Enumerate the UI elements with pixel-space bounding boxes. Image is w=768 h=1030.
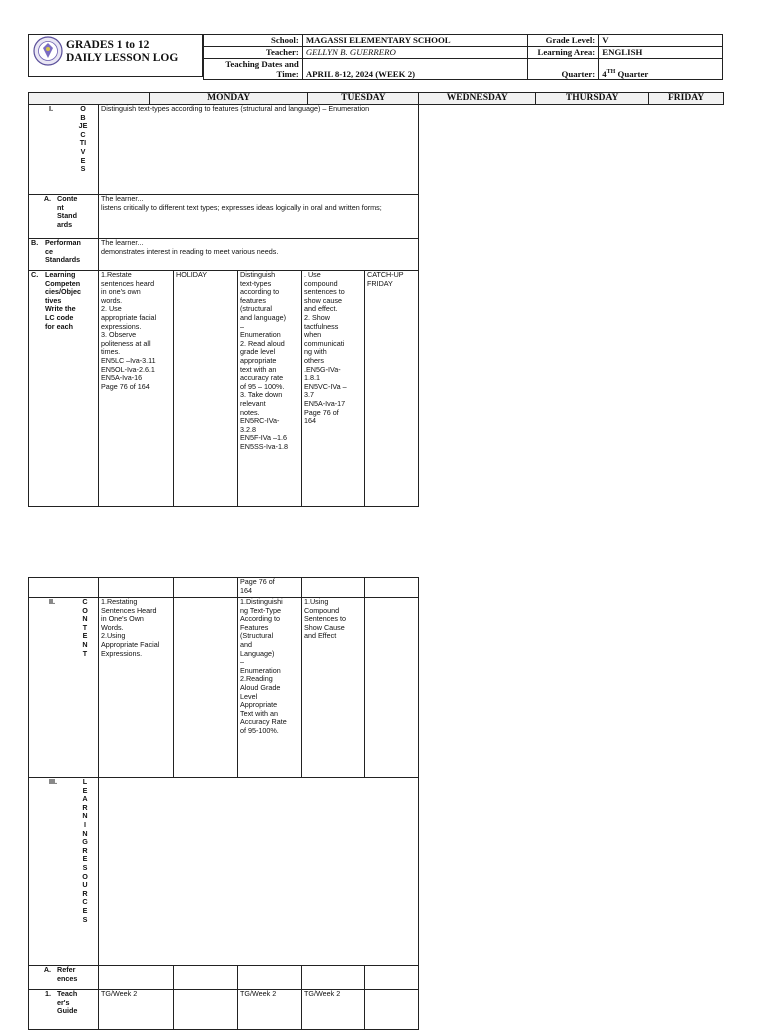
text-line: others [304, 355, 324, 365]
cell [238, 966, 302, 990]
label-line: LC code [45, 312, 74, 322]
text-line: O [82, 871, 88, 881]
text-line: and language) [240, 312, 286, 322]
label-line: Stand [57, 211, 77, 221]
performance-standards-text [99, 239, 419, 271]
carry-over-wednesday [238, 578, 302, 598]
text-line: text-types [240, 278, 272, 288]
content-thursday [302, 598, 365, 778]
text-line: text with an [240, 364, 277, 374]
day-thursday: THURSDAY [536, 93, 649, 105]
references-number: A. [43, 965, 51, 974]
text-line: (structural [240, 304, 272, 314]
label-line: Conte [57, 194, 78, 203]
text-line: 3.2.8 [240, 424, 256, 434]
competencies-thursday [302, 271, 365, 507]
teachers-guide-thursday: TG/Week 2 [302, 990, 365, 1030]
text-line: N [82, 811, 88, 821]
text-line: words. [101, 295, 123, 305]
label-line: ce [45, 246, 53, 256]
label-line: er's [57, 997, 70, 1007]
quarter-number: 4 [602, 69, 607, 79]
objectives-vertical-label [77, 105, 89, 174]
text-line: appropriate [240, 355, 277, 365]
text-line: Show Cause [304, 622, 345, 632]
header-info-table [203, 34, 723, 80]
text-line: of 95-100%. [240, 725, 279, 735]
text-line: Appropriate Facial [101, 639, 160, 649]
label-line: Refer [57, 965, 76, 974]
teacher-label: Teacher: [204, 47, 303, 59]
teachers-guide-monday: TG/Week 2 [99, 990, 174, 1030]
text-line: S [82, 914, 88, 924]
objectives-number: I. [49, 104, 53, 113]
learning-resources-row [29, 778, 419, 966]
text-line: The learner... [101, 238, 144, 247]
text-line: Enumeration [240, 330, 281, 340]
text-line: ng Text-Type [240, 605, 282, 615]
text-line: (Structural [240, 631, 274, 641]
text-line: 3. Observe [101, 330, 137, 340]
text-line: O [82, 605, 88, 615]
text-line: Accuracy Rate [240, 717, 287, 727]
cell [365, 578, 419, 598]
label-line: nt [57, 202, 64, 212]
text-line: according to [240, 287, 280, 297]
text-line: Sentences Heard [101, 605, 157, 615]
content-number: II. [49, 597, 55, 606]
text-line: Page 76 of [304, 407, 339, 417]
content-tuesday [174, 598, 238, 778]
text-line: expressions. [101, 321, 142, 331]
text-line: Features [240, 622, 269, 632]
performance-standards-number: B. [31, 238, 39, 247]
label-line: Teach [57, 989, 78, 998]
cell [302, 578, 365, 598]
label-line: Competen [45, 278, 81, 288]
text-line: EN5F-IVa –1.6 [240, 433, 288, 443]
text-line: R [82, 845, 88, 855]
text-line: Distinguish [240, 270, 276, 279]
form-title-line1: GRADES 1 to 12 [66, 39, 150, 51]
text-line: sentences to [304, 287, 345, 297]
day-wednesday: WEDNESDAY [419, 93, 536, 105]
learning-resources-number: III. [49, 777, 57, 786]
text-line: 2.Using [101, 631, 126, 641]
text-line: Enumeration [240, 665, 281, 675]
content-standards-number: A. [43, 194, 51, 203]
text-line: accuracy rate [240, 373, 284, 383]
text-line: R [82, 888, 88, 898]
text-line: demonstrates interest in reading to meet various needs. [101, 246, 279, 256]
text-line: 1.Restate [101, 270, 132, 279]
competencies-label [29, 271, 99, 507]
cell [29, 578, 99, 598]
content-standards-text [99, 195, 419, 239]
cell [174, 966, 238, 990]
learning-resources-text [99, 778, 419, 966]
performance-standards-row [29, 239, 419, 271]
references-row [29, 966, 419, 990]
form-title-line2: DAILY LESSON LOG [66, 52, 179, 64]
text-line: C [82, 897, 88, 907]
text-line: C [82, 597, 88, 606]
text-line: in one's own [101, 287, 141, 297]
label-line: ards [57, 219, 73, 229]
quarter-suffix: TH [606, 69, 616, 76]
text-line: T [82, 648, 88, 658]
text-line: listens critically to different text types; expresses ideas logically in oral and written forms; [101, 202, 382, 212]
text-line: According to [240, 614, 280, 624]
text-line: Level [240, 691, 258, 701]
label-line: Guide [57, 1006, 78, 1016]
competencies-wednesday [238, 271, 302, 507]
label-line: cies/Objec [45, 287, 81, 297]
letter: V [80, 146, 86, 156]
text-line: FRIDAY [367, 278, 393, 288]
text-line: U [82, 880, 88, 890]
text-line: EN5RC-IVa- [240, 416, 280, 426]
text-line: Appropriate [240, 700, 278, 710]
text-line: 3. Take down [240, 390, 283, 400]
carry-over-row [29, 578, 419, 598]
learning-area-label: Learning Area: [528, 47, 599, 59]
content-vertical-label [79, 598, 91, 658]
text-line: when [304, 330, 322, 340]
lesson-grid-page2 [28, 577, 419, 1030]
cell [99, 966, 174, 990]
text-line: 2. Show [304, 312, 330, 322]
letter: B [80, 112, 86, 122]
references-label [29, 966, 99, 990]
quarter-label: Quarter: [528, 59, 599, 80]
label-line: ences [57, 973, 78, 983]
day-tuesday: TUESDAY [308, 93, 419, 105]
learning-resources-label [29, 778, 99, 966]
school-value: MAGASSI ELEMENTARY SCHOOL [302, 35, 528, 47]
teachers-guide-wednesday: TG/Week 2 [238, 990, 302, 1030]
text-line: grade level [240, 347, 276, 357]
content-row [29, 598, 419, 778]
text-line: T [82, 622, 88, 632]
text-line: Language) [240, 648, 275, 658]
text-line: E [82, 631, 88, 641]
letter: C [80, 129, 86, 139]
competencies-number: C. [31, 270, 39, 279]
text-line: R [82, 802, 88, 812]
text-line: and effect. [304, 304, 338, 314]
objectives-text: Distinguish text-types according to features (structural and language) – Enumeration [99, 105, 419, 195]
text-line: Sentences to [304, 614, 346, 624]
text-line: E [82, 785, 88, 795]
objectives-row [29, 105, 419, 195]
text-line: CATCH-UP [367, 270, 404, 279]
label-line: tives [45, 295, 62, 305]
text-line: N [82, 828, 88, 838]
cell [174, 578, 238, 598]
cell [99, 578, 174, 598]
text-line: compound [304, 278, 338, 288]
text-line: S [82, 862, 88, 872]
text-line: EN5A-Iva-16 [101, 373, 143, 383]
teachers-guide-number: 1. [45, 989, 51, 998]
text-line: appropriate facial [101, 312, 157, 322]
objectives-label [29, 105, 99, 195]
text-line: features [240, 295, 266, 305]
dates-label-line1: Teaching Dates and [225, 59, 299, 69]
text-line: 1.Restating [101, 597, 138, 606]
text-line: L [82, 777, 88, 786]
deped-seal-icon [33, 36, 63, 66]
dates-label-line2: Time: [276, 69, 299, 79]
text-line: relevant [240, 398, 266, 408]
learning-resources-vertical-label [79, 778, 91, 924]
text-line: 2. Read aloud [240, 338, 285, 348]
text-line: Words. [101, 622, 124, 632]
text-line: notes. [240, 407, 260, 417]
text-line: 2.Reading [240, 674, 273, 684]
text-line: G [82, 837, 88, 847]
content-label [29, 598, 99, 778]
text-line: The learner... [101, 194, 144, 203]
competencies-tuesday [174, 271, 238, 507]
teacher-value: GELLYN B. GUERRERO [302, 47, 528, 59]
cell [302, 966, 365, 990]
letter: S [80, 164, 86, 174]
text-line: N [82, 639, 88, 649]
day-monday: MONDAY [149, 93, 308, 105]
content-standards-label [29, 195, 99, 239]
grade-label: Grade Level: [528, 35, 599, 47]
competencies-row [29, 271, 419, 507]
text-line: EN5VC-IVa – [304, 381, 347, 391]
text-line: 3.7 [304, 390, 314, 400]
competencies-monday [99, 271, 174, 507]
text-line: tactfulness [304, 321, 339, 331]
text-line: EN5OL-Iva-2.6.1 [101, 364, 155, 374]
text-line: Aloud Grade [240, 682, 281, 692]
text-line: 164 [240, 585, 252, 595]
content-standards-row [29, 195, 419, 239]
text-line: N [82, 614, 88, 624]
text-line: and [240, 639, 252, 649]
text-line: politeness at all [101, 338, 151, 348]
text-line: ng with [304, 347, 327, 357]
text-line: show cause [304, 295, 342, 305]
grade-value: V [599, 35, 723, 47]
label-line: Write the [45, 304, 76, 314]
quarter-value [599, 59, 723, 80]
school-label: School: [204, 35, 303, 47]
day-friday: FRIDAY [649, 93, 724, 105]
text-line: Text with an [240, 708, 278, 718]
text-line: of 95 – 100%. [240, 381, 285, 391]
letter: JE [78, 121, 88, 131]
text-line: HOLIDAY [176, 270, 208, 279]
text-line: in One's Own [101, 614, 144, 624]
letter: TI [79, 138, 87, 148]
text-line: 1.Using [304, 597, 329, 606]
label-line: Learning [45, 270, 76, 279]
text-line: .EN5G-IVa- [304, 364, 341, 374]
text-line: times. [101, 347, 121, 357]
lesson-grid-page1 [28, 104, 419, 507]
blank-header-cell [29, 93, 150, 105]
text-line: I [84, 819, 86, 829]
label-line: for each [45, 321, 73, 331]
text-line: – [240, 657, 244, 667]
text-line: Page 76 of [240, 577, 275, 586]
text-line: EN5A-Iva-17 [304, 398, 346, 408]
text-line: Expressions. [101, 648, 143, 658]
text-line: . Use [304, 270, 321, 279]
text-line: sentences heard [101, 278, 155, 288]
letter: O [80, 104, 86, 113]
quarter-word: Quarter [617, 69, 649, 79]
content-monday [99, 598, 174, 778]
learning-area-value: ENGLISH [599, 47, 723, 59]
text-line: communicati [304, 338, 345, 348]
text-line: 1.Distinguishi [240, 597, 283, 606]
content-friday [365, 598, 419, 778]
label-line: Performan [45, 238, 81, 247]
text-line: Compound [304, 605, 340, 615]
competencies-friday [365, 271, 419, 507]
text-line: 1.8.1 [304, 373, 320, 383]
text-line: and Effect [304, 631, 337, 641]
performance-standards-label [29, 239, 99, 271]
text-line: Page 76 of 164 [101, 381, 150, 391]
text-line: A [82, 794, 88, 804]
dates-value: APRIL 8-12, 2024 (WEEK 2) [302, 59, 528, 80]
letter: E [80, 155, 86, 165]
text-line: EN5LC –Iva-3.11 [101, 355, 156, 365]
text-line: EN5SS-Iva-1.8 [240, 441, 288, 451]
text-line: E [82, 905, 88, 915]
text-line: E [82, 854, 88, 864]
text-line: – [240, 321, 244, 331]
label-line: Standards [45, 255, 81, 265]
text-line: 2. Use [101, 304, 122, 314]
text-line: 164 [304, 416, 316, 426]
content-wednesday [238, 598, 302, 778]
cell [365, 966, 419, 990]
dates-label [204, 59, 303, 80]
